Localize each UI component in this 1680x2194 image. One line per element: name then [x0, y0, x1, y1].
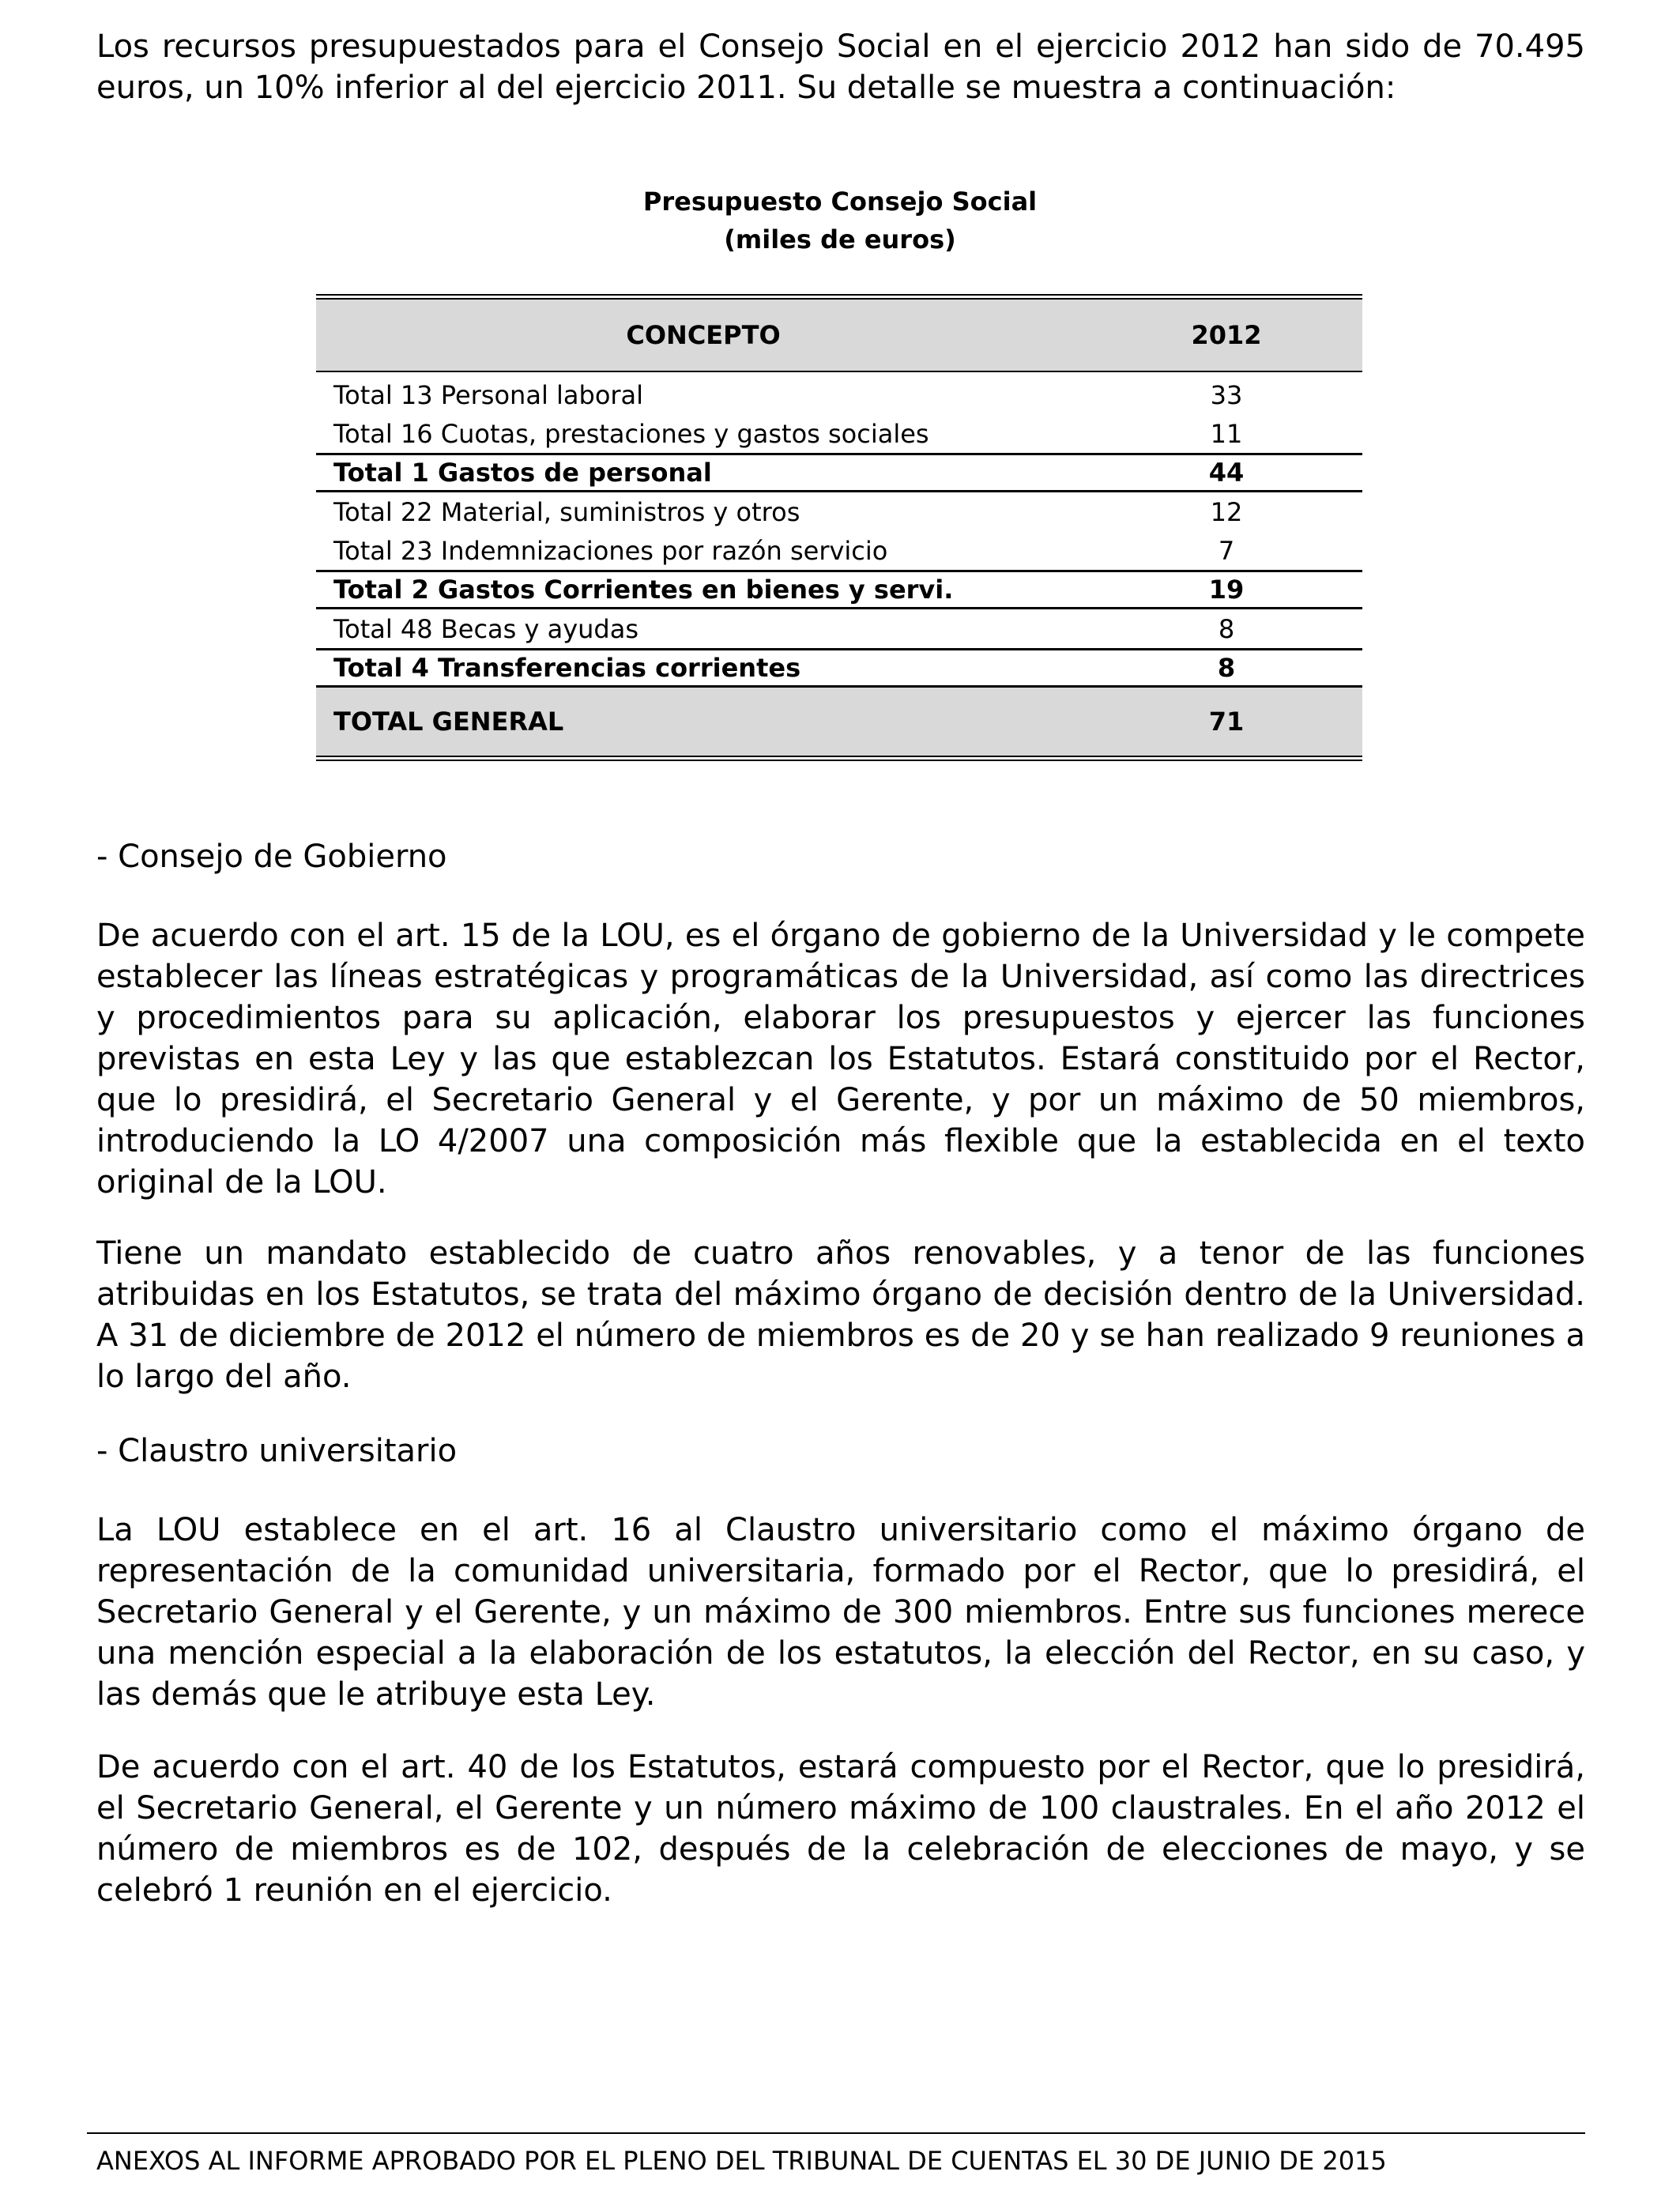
table-subtotal-row	[316, 453, 1362, 492]
table-title: Presupuesto Consejo Social	[642, 187, 1038, 217]
row-valor: 19	[1208, 575, 1245, 605]
table-row	[316, 375, 1362, 414]
header-concepto: CONCEPTO	[626, 320, 781, 350]
table-row	[316, 414, 1362, 453]
row-valor: 8	[1218, 613, 1235, 644]
table-subtotal-row	[316, 648, 1362, 688]
total-valor: 71	[1208, 707, 1245, 737]
row-concepto: Total 13 Personal laboral	[333, 379, 644, 410]
section-heading-claustro: - Claustro universitario	[96, 1433, 458, 1469]
row-concepto: Total 16 Cuotas, prestaciones y gastos sociales	[333, 418, 929, 449]
row-valor: 33	[1210, 379, 1243, 410]
paragraph-claustro-2: De acuerdo con el art. 40 de los Estatutos, estará compuesto por el Rector, que lo presidirá, el Secretario General, el Gerente y un número máximo de 100 claustrales. En el año 2012 el número de miembros es de 102, después de la celebración de elecciones de mayo, y se celebró 1 reunión en el ejercicio.	[96, 1749, 1585, 1909]
intro-paragraph: Los recursos presupuestados para el Consejo Social en el ejercicio 2012 han sido de 70.495 euros, un 10% inferior al del ejercicio 2011. Su detalle se muestra a continuación:	[96, 28, 1585, 106]
row-concepto: Total 23 Indemnizaciones por razón servicio	[333, 535, 888, 566]
row-concepto: Total 22 Material, suministros y otros	[333, 496, 800, 527]
section-heading-consejo-gobierno: - Consejo de Gobierno	[96, 839, 447, 875]
row-concepto: Total 48 Becas y ayudas	[333, 613, 639, 644]
table-subtitle: (miles de euros)	[724, 224, 956, 254]
page-footer: ANEXOS AL INFORME APROBADO POR EL PLENO DEL TRIBUNAL DE CUENTAS EL 30 DE JUNIO DE 2015	[96, 2146, 1387, 2176]
paragraph-consejo-gobierno-1: De acuerdo con el art. 15 de la LOU, es el órgano de gobierno de la Universidad y le compete establecer las líneas estratégicas y programáticas de la Universidad, así como las directrices y procedimientos para su aplicación, elaborar los presupuestos y ejercer las funciones previstas en esta Ley y las que establezcan los Estatutos. Estará constituido por el Rector, que lo presidirá, el Secretario General y el Gerente, y por un máximo de 50 miembros, introduciendo la LO 4/2007 una composición más flexible que la establecida en el texto original de la LOU.	[96, 918, 1585, 1201]
table-header-row	[316, 300, 1362, 372]
paragraph-claustro-1: La LOU establece en el art. 16 al Claustro universitario como el máximo órgano de representación de la comunidad universitaria, formado por el Rector, que lo presidirá, el Secretario General y el Gerente, y un máximo de 300 miembros. Entre sus funciones merece una mención especial a la elaboración de los estatutos, la elección del Rector, en su caso, y las demás que le atribuye esta Ley.	[96, 1512, 1585, 1713]
table-top-rule	[316, 294, 1362, 300]
budget-table	[316, 294, 1362, 761]
total-concepto: TOTAL GENERAL	[333, 707, 564, 737]
paragraph-consejo-gobierno-2: Tiene un mandato establecido de cuatro años renovables, y a tenor de las funciones atribuidas en los Estatutos, se trata del máximo órgano de decisión dentro de la Universidad. A 31 de diciembre de 2012 el número de miembros es de 20 y se han realizado 9 reuniones a lo largo del año.	[96, 1235, 1585, 1395]
table-bottom-rule	[316, 756, 1362, 761]
row-concepto: Total 1 Gastos de personal	[333, 458, 712, 488]
table-row	[316, 531, 1362, 570]
row-valor: 12	[1210, 496, 1243, 527]
row-valor: 8	[1217, 653, 1236, 683]
table-row	[316, 609, 1362, 648]
row-valor: 44	[1208, 458, 1245, 488]
footer-rule	[87, 2132, 1585, 2134]
header-year: 2012	[1191, 320, 1262, 350]
row-valor: 11	[1210, 418, 1243, 449]
row-valor: 7	[1218, 535, 1235, 566]
table-subtotal-row	[316, 570, 1362, 609]
row-concepto: Total 4 Transferencias corrientes	[333, 653, 801, 683]
table-row	[316, 492, 1362, 531]
table-total-row	[316, 688, 1362, 756]
row-concepto: Total 2 Gastos Corrientes en bienes y servi.	[333, 575, 954, 605]
